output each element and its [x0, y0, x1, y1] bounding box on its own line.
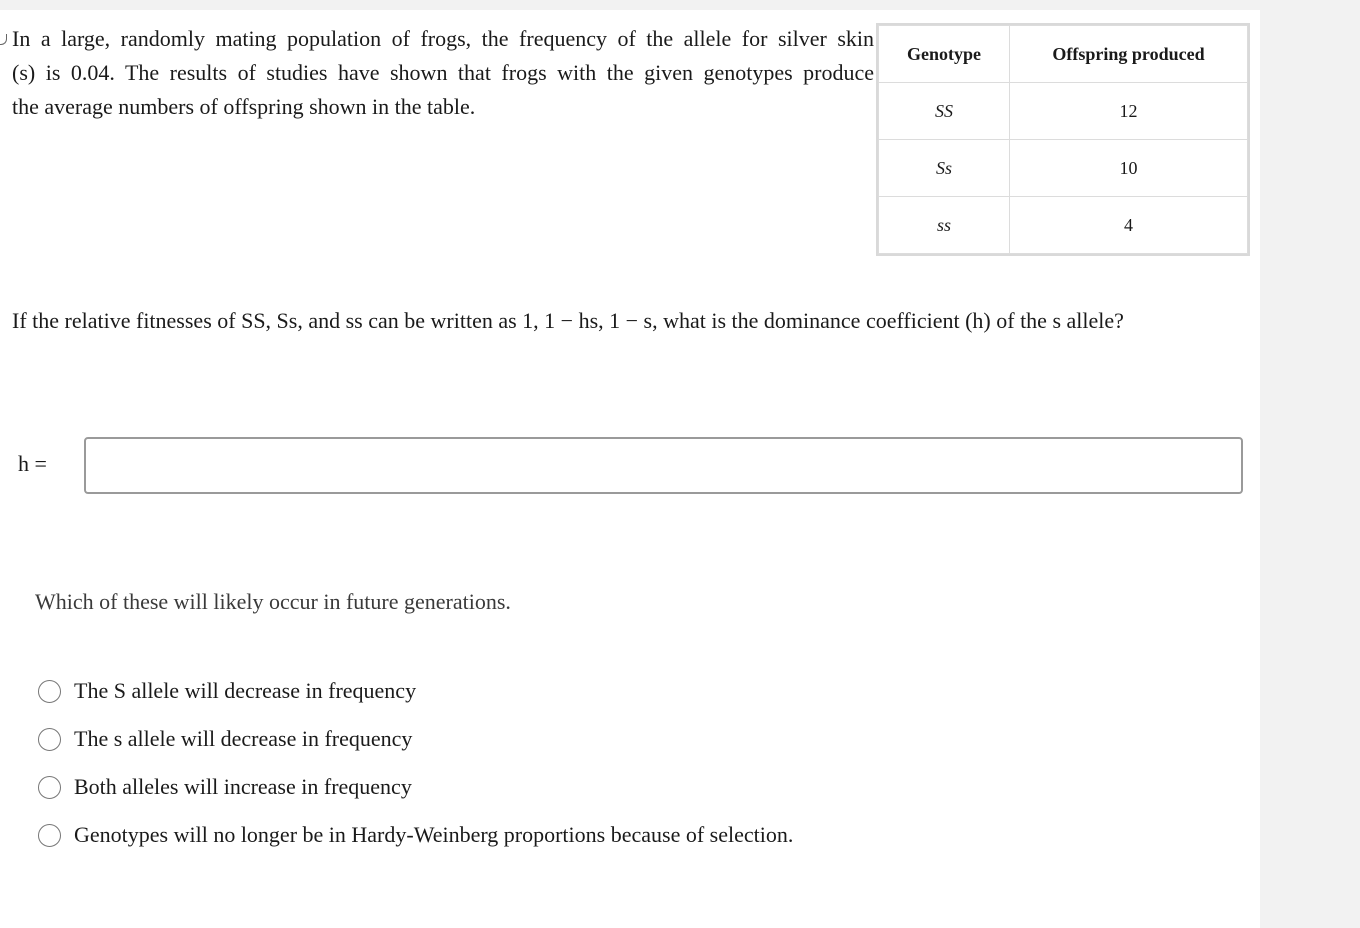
option-s-allele-lower-decrease[interactable] — [38, 715, 793, 763]
offspring-table — [876, 23, 1250, 256]
table-row — [879, 140, 1248, 197]
h-label: h = — [18, 451, 47, 476]
mc-prompt: Which of these will likely occur in future generations. — [35, 589, 511, 614]
option-both-increase[interactable] — [38, 763, 793, 811]
option-s-allele-upper-decrease[interactable] — [38, 667, 793, 715]
offspring-header: Offspring produced — [1010, 26, 1248, 83]
mc-options — [38, 667, 793, 859]
genotype-cell: Ss — [879, 140, 1010, 197]
offspring-cell: 12 — [1010, 83, 1248, 140]
option-label: The s allele will decrease in frequency — [74, 726, 413, 751]
intro-line-1: In a large, randomly mating population of frogs, the frequency of the allele for silver skin — [12, 26, 874, 51]
offspring-cell: 10 — [1010, 140, 1248, 197]
genotype-header: Genotype — [879, 26, 1010, 83]
intro-paragraph — [12, 22, 874, 124]
radio-button[interactable] — [38, 728, 61, 751]
option-label: Both alleles will increase in frequency — [74, 774, 412, 799]
genotype-cell: ss — [879, 197, 1010, 254]
intro-line-2: (s) is 0.04. The results of studies have shown that frogs with the given genotypes produce — [12, 60, 874, 85]
radio-button[interactable] — [38, 680, 61, 703]
dominance-question: If the relative fitnesses of SS, Ss, and ss can be written as 1, 1 − hs, 1 − s, what is the dominance coefficient (h) of the s allele? — [12, 308, 1124, 333]
option-not-hardy-weinberg[interactable] — [38, 811, 793, 859]
option-label: The S allele will decrease in frequency — [74, 678, 417, 703]
table-row — [879, 197, 1248, 254]
table-header-row — [879, 26, 1248, 83]
table-row — [879, 83, 1248, 140]
radio-button[interactable] — [38, 776, 61, 799]
h-answer-input[interactable] — [84, 437, 1243, 494]
radio-button[interactable] — [38, 824, 61, 847]
intro-line-3: the average numbers of offspring shown in the table. — [12, 94, 476, 119]
option-label: Genotypes will no longer be in Hardy-Weinberg proportions because of selection. — [74, 822, 794, 847]
offspring-cell: 4 — [1010, 197, 1248, 254]
genotype-cell: SS — [879, 83, 1010, 140]
